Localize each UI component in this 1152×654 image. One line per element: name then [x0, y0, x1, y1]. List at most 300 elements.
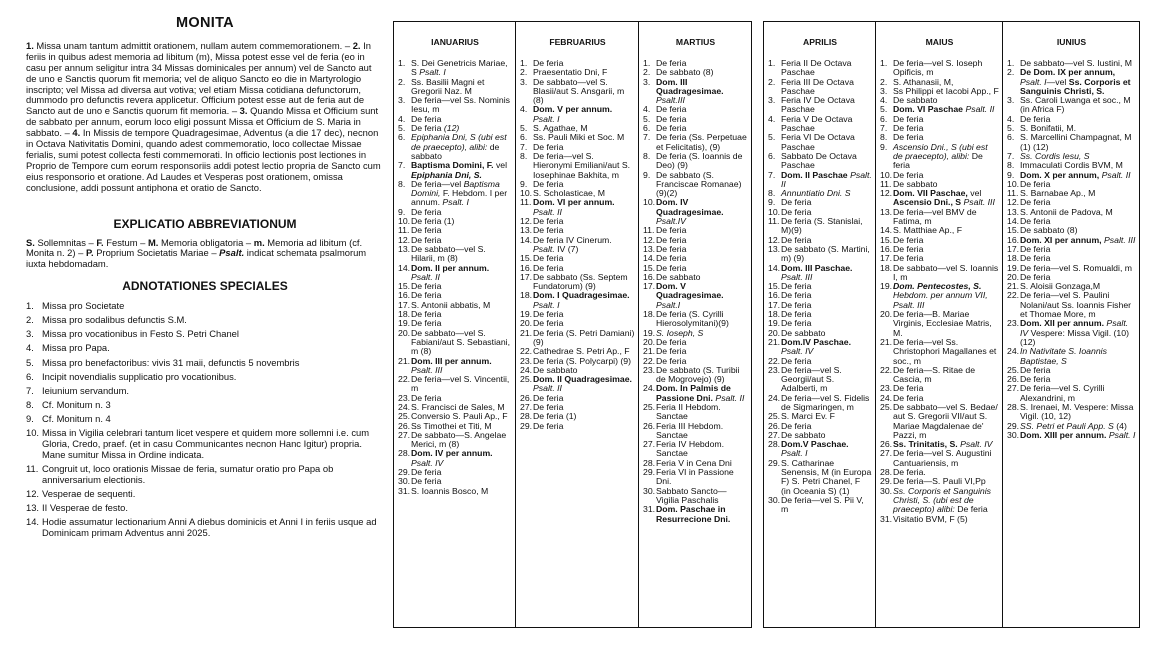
celebration-text: Psalt.III: [656, 95, 685, 106]
celebration-text: De sabbato (8): [656, 67, 714, 78]
day-number: 27.: [880, 448, 893, 459]
celebration-text: De feria: [893, 253, 924, 264]
day-number: 15.: [398, 281, 411, 292]
day-number: 13.: [768, 243, 781, 254]
celebration-text: De feria: [411, 281, 442, 292]
day-number: 1.: [768, 58, 776, 68]
celebration-text: Dom. III Quadragesimae.: [656, 76, 724, 96]
adnotatio-item: [26, 315, 384, 326]
adnotatio-item: [26, 464, 384, 486]
abbr-key: F.: [96, 236, 104, 248]
day-list: [768, 59, 872, 515]
celebration-text: De feria: [1020, 271, 1051, 282]
celebration-text: Dom. V per annum.: [533, 104, 613, 115]
celebration-text: S. Dei Genetricis Mariae, S: [411, 58, 508, 78]
day-entry: [398, 133, 512, 161]
day-celebration: [656, 310, 748, 329]
day-number: 22.: [398, 374, 411, 385]
celebration-text: Ss. Basilii Magni et Gregorii Naz. M: [411, 76, 485, 96]
day-number: 13.: [643, 243, 656, 254]
celebration-text: Dom. XI per annum,: [1020, 234, 1102, 245]
celebration-text: De feria (S. Petri Damiani) (9): [533, 327, 635, 347]
day-number: 16.: [1007, 234, 1020, 245]
celebration-text: De feria: [893, 113, 924, 124]
day-number: 25.: [880, 401, 893, 412]
celebration-text: De feria: [656, 336, 687, 347]
celebration-text: Ascensio Dni., S (ubi est de praecepto), alibi:: [893, 141, 988, 161]
adnotatio-number: 14.: [26, 516, 40, 528]
day-celebration: [411, 329, 512, 357]
celebration-text: De feria: [781, 355, 812, 366]
day-number: 14.: [768, 262, 781, 273]
day-number: 20.: [768, 327, 781, 338]
celebration-text: Psalt. I: [419, 67, 446, 78]
celebration-text: Dom. IV per annum.: [411, 448, 493, 459]
celebration-text: De feria: [533, 58, 564, 68]
day-number: 20.: [643, 336, 656, 347]
celebration-text: De feria: [1020, 364, 1051, 375]
day-entry: [398, 487, 512, 496]
day-number: 26.: [643, 420, 656, 431]
celebration-text: De feria: [533, 253, 564, 264]
celebration-text: Dom. VI per annum.: [533, 197, 615, 208]
day-number: 26.: [398, 420, 411, 431]
day-number: 14.: [880, 225, 893, 236]
day-entry: [768, 394, 872, 413]
day-celebration: [893, 338, 999, 366]
day-number: 23.: [1007, 318, 1020, 329]
day-entry: [768, 245, 872, 264]
celebration-text: De feria: [1020, 197, 1051, 208]
day-entry: [768, 366, 872, 394]
day-celebration: [1020, 347, 1136, 366]
day-number: 22.: [768, 355, 781, 366]
day-number: 27.: [643, 439, 656, 450]
day-number: 19.: [398, 318, 411, 329]
day-number: 17.: [1007, 243, 1020, 254]
day-number: 9.: [1007, 169, 1015, 180]
celebration-text: De sabbato: [893, 95, 938, 106]
day-celebration: [411, 78, 512, 97]
day-number: 6.: [1007, 132, 1015, 143]
day-number: 3.: [1007, 95, 1015, 106]
celebration-text: De feria: [656, 225, 687, 236]
celebration-text: Psalt.IV: [656, 216, 686, 227]
monitum-text: Missa unam tantum admittit orationem, nullam autem commemorationem. –: [33, 39, 353, 51]
day-entry: [398, 375, 512, 394]
day-number: 16.: [768, 290, 781, 301]
day-celebration: [411, 264, 512, 283]
adnotatio-item: [26, 343, 384, 354]
celebration-text: F. Hebdom. I per annum.: [411, 188, 508, 208]
celebration-text: Dom. II Quadragesimae.: [533, 374, 632, 385]
day-number: 26.: [520, 392, 533, 403]
day-number: 3.: [643, 76, 651, 87]
celebration-text: De feria: [893, 123, 924, 134]
celebration-text: De feria—vel S. Ioseph Opificis, m: [893, 58, 983, 78]
day-number: 27.: [398, 429, 411, 440]
day-number: 29.: [643, 467, 656, 478]
celebration-text: De feria: [656, 104, 687, 115]
monita-title: MONITA: [176, 15, 234, 31]
day-number: 30.: [643, 485, 656, 496]
celebration-text: S. Bonifatii, M.: [1020, 123, 1077, 134]
celebration-text: de sabbato: [411, 141, 500, 161]
celebration-text: Cathedrae S. Petri Ap., F: [533, 346, 630, 357]
celebration-text: De feria: [411, 309, 442, 320]
day-number: 21.: [880, 336, 893, 347]
celebration-text: De feria IV Cinerum.: [533, 234, 612, 245]
celebration-text: S. Barnabae Ap., M: [1020, 188, 1096, 199]
day-entry: [520, 78, 635, 106]
month-header: MARTIUS: [675, 37, 716, 47]
celebration-text: De feria: [411, 113, 442, 124]
day-number: 16.: [643, 271, 656, 282]
day-list: [520, 59, 635, 431]
adnotatio-item: [26, 400, 384, 411]
celebration-text: De feria—vel S. Fidelis de Sigmaringen, m: [781, 392, 870, 412]
day-number: 6.: [398, 132, 406, 143]
day-number: 10.: [880, 169, 893, 180]
day-number: 13.: [1007, 206, 1020, 217]
celebration-text: Dom. II per annum.: [411, 262, 490, 273]
day-celebration: [781, 394, 872, 413]
celebration-text: Psalt. II: [781, 169, 872, 189]
day-number: 28.: [520, 411, 533, 422]
adnotatio-number: 9.: [26, 412, 34, 424]
celebration-text: De feria—S. Pauli VI,Pp: [893, 476, 986, 487]
day-number: 1.: [520, 58, 528, 68]
celebration-text: Psalt. II: [533, 383, 562, 394]
celebration-text: De sabbato (S. Martini, m) (9): [781, 243, 870, 264]
adnotatio-text: Cf. Monitum n. 3: [42, 398, 111, 410]
day-number: 24.: [520, 364, 533, 375]
celebration-text: In Nativitate S. Ioannis Baptistae, S: [1020, 346, 1107, 366]
adnotatio-number: 12.: [26, 487, 40, 499]
celebration-text: De feria: [1020, 243, 1051, 254]
day-celebration: [656, 505, 748, 524]
day-celebration: [656, 171, 748, 199]
day-number: 28.: [398, 448, 411, 459]
day-celebration: [656, 403, 748, 422]
celebration-text: De sabbato—vel S. Ioannis I, m: [893, 262, 999, 282]
celebration-text: De feria: [411, 476, 442, 487]
day-number: 23.: [520, 355, 533, 366]
celebration-text: De feria: [411, 206, 442, 217]
day-number: 19.: [880, 281, 893, 292]
day-number: 22.: [520, 346, 533, 357]
celebration-text: Dom. X per annum,: [1020, 169, 1100, 180]
day-celebration: [533, 152, 635, 180]
celebration-text: De sabbato: [781, 429, 826, 440]
celebration-text: De feria: [656, 58, 687, 68]
celebration-text: De feria: [781, 290, 812, 301]
day-number: 7.: [398, 160, 406, 171]
celebration-text: Feria VI in Passione Dni.: [656, 467, 734, 487]
adnotatio-item: [26, 386, 384, 397]
day-entry: [520, 273, 635, 292]
celebration-text: De feria—vel S. Romualdi, m: [1020, 262, 1133, 273]
day-entry: [643, 198, 748, 226]
day-number: 16.: [398, 290, 411, 301]
celebration-text: S. Antonii de Padova, M: [1020, 206, 1113, 217]
day-number: 2.: [880, 76, 888, 87]
day-celebration: [656, 366, 748, 385]
day-number: 8.: [768, 188, 776, 199]
celebration-text: De sabbato (S. Turibii de Mogrovejo) (9): [656, 364, 740, 385]
month-column: [1003, 22, 1139, 627]
celebration-text: De sabbato (Ss. Septem Fundatorum) (9): [533, 271, 628, 292]
celebration-text: Ss. Cordis Iesu, S: [1020, 150, 1090, 161]
day-number: 21.: [520, 327, 533, 338]
celebration-text: Dom. IV Quadragesimae.: [656, 197, 724, 217]
celebration-text: Feria VI De Octava Paschae: [781, 132, 855, 152]
day-celebration: [781, 366, 872, 394]
day-celebration: [781, 171, 872, 190]
celebration-text: De feria—vel S. Paulini Nolani/aut Ss. Ioannis Fisher et Thomae More, m: [1020, 290, 1132, 320]
day-entry: [880, 449, 999, 468]
day-number: 25.: [1007, 364, 1020, 375]
day-number: 23.: [880, 383, 893, 394]
day-celebration: [1020, 403, 1136, 422]
celebration-text: Feria II Hebdom. Sanctae: [656, 401, 721, 422]
day-number: 18.: [768, 309, 781, 320]
day-number: 9.: [398, 206, 406, 217]
day-celebration: [656, 78, 748, 106]
celebration-text: De feria: [411, 234, 442, 245]
abbr-desc: Sollemnitas –: [34, 236, 97, 248]
celebration-text: De feria—S. Ritae de Cascia, m: [893, 364, 976, 385]
celebration-text: De sabbato—vel S. Fabiani/aut S. Sebastiani, m (8): [411, 327, 511, 357]
day-celebration: [656, 487, 748, 506]
celebration-text: De feria: [781, 299, 812, 310]
celebration-text: De feria: [533, 318, 564, 329]
monitum-text: In Missis de tempore Quadragesimae, Adventus (a die 17 dec), necnon in Octava Nativitatis Domini, quando adest commemoratio, loco collectae Missae ferialis, sumi potest collecta festi commemorati. In officio lectionis post lectiones in Proprio de Tempore cum eorum responsoriis addi potest lectio propria de Sancto cum eius responsorio et oratione. Ad Laudes et Vesperas post orationem, omissa conclusione, addi possunt antiphona et oratio de Sancto.: [26, 127, 381, 193]
celebration-text: S. Aloisii Gonzaga,M: [1020, 281, 1101, 292]
day-number: 4.: [1007, 113, 1015, 124]
adnotatio-number: 3.: [26, 328, 34, 340]
celebration-text: De feria—vel S. Hieronymi Emiliani/aut S. Iosephinae Bakhita, m: [533, 150, 631, 180]
celebration-text: De feria (S. Polycarpi) (9): [533, 355, 632, 366]
day-number: 15.: [520, 253, 533, 264]
day-celebration: [781, 496, 872, 515]
day-celebration: [411, 96, 512, 115]
celebration-text: Epiphania Dni, S (ubi est de praecepto), alibi:: [411, 132, 507, 152]
day-celebration: [656, 282, 748, 310]
day-number: 8.: [1007, 160, 1015, 171]
celebration-text: Dom. III Paschae.: [781, 262, 853, 273]
day-number: 31.: [643, 504, 656, 515]
adnotatio-number: 6.: [26, 370, 34, 382]
day-number: 22.: [1007, 290, 1020, 301]
month-column: [639, 22, 751, 627]
day-entry: [880, 264, 999, 283]
celebration-text: De feria: [533, 392, 564, 403]
day-celebration: [781, 78, 872, 97]
day-list: [1007, 59, 1136, 440]
day-number: 24.: [643, 383, 656, 394]
celebration-text: Dom. I Quadragesimae.: [533, 290, 630, 301]
celebration-text: De feria: [781, 197, 812, 208]
celebration-text: Feria III Hebdom. Sanctae: [656, 420, 724, 440]
day-entry: [768, 152, 872, 171]
day-celebration: [656, 440, 748, 459]
day-number: 6.: [520, 132, 528, 143]
day-entry: [1007, 384, 1136, 403]
day-number: 10.: [1007, 178, 1020, 189]
adnotatio-item: [26, 428, 384, 461]
celebration-text: De feria—vel Ss. Christophori Magallanes et soc., m: [893, 336, 997, 366]
day-celebration: [656, 198, 748, 226]
day-entry: [398, 78, 512, 97]
celebration-text: De feria: [411, 290, 442, 301]
day-number: 30.: [880, 485, 893, 496]
day-number: 3.: [520, 76, 528, 87]
celebration-text: Psalt. IV: [960, 439, 993, 450]
adnotatio-text: II Vesperae de festo.: [42, 501, 128, 513]
celebration-text: De feria: [893, 383, 924, 394]
day-number: 22.: [880, 364, 893, 375]
day-number: 28.: [880, 467, 893, 478]
abbr-desc: indicat schemata psalmorum iuxta hebdomadam.: [26, 247, 367, 270]
day-entry: [643, 403, 748, 422]
celebration-text: Visitatio BVM, F (5): [893, 513, 968, 524]
celebration-text: Vespere: Missa Vigil. (10) (12): [1020, 327, 1129, 347]
celebration-text: De feria—vel: [411, 178, 464, 189]
day-number: 17.: [768, 299, 781, 310]
day-number: 5.: [1007, 123, 1015, 134]
day-number: 28.: [643, 457, 656, 468]
celebration-text: De feria (Ss. Perpetuae et Felicitatis), (9): [656, 132, 747, 152]
celebration-text: Psalt.I: [656, 299, 681, 310]
day-celebration: [533, 78, 635, 106]
day-number: 14.: [398, 262, 411, 273]
celebration-text: De sabbato—vel S. Hilarii, m (8): [411, 243, 486, 264]
monitum-text: In feriis in quibus adest memoria ad libitum (m), Missa potest esse vel de feria (eo in casu per annum seligitur intra 34 Missas dominicales per annum) vel de Sancto aut de uno e Sanctis quorum fit memoria; vel de aliquo Sancto eo die in Martyrologio inscripto; vel Missa ad diversa aut votiva; vel etiam Missa cotidiana defunctorum, dummodo pro defunctis revera applicetur. Officium potest esse aut de feria aut de Sancto aut de uno e Sanctis quorum fit memoria. –: [26, 39, 372, 117]
day-celebration: [893, 59, 999, 78]
celebration-text: De feria: [411, 392, 442, 403]
celebration-text: De feria: [781, 206, 812, 217]
day-number: 28.: [768, 439, 781, 450]
adnotatio-text: Missa pro sodalibus defunctis S.M.: [42, 314, 187, 326]
day-number: 9.: [880, 141, 888, 152]
day-number: 26.: [768, 420, 781, 431]
day-number: 8.: [398, 178, 406, 189]
celebration-text: Psalt. IV: [1020, 318, 1129, 338]
celebration-text: De feria: [411, 225, 442, 236]
day-list: [398, 59, 512, 496]
day-entry: [1007, 291, 1136, 319]
day-entry: [768, 217, 872, 236]
day-number: 5.: [398, 123, 406, 134]
explicatio-text: [26, 238, 384, 271]
day-number: 1.: [880, 58, 888, 68]
day-entry: [1007, 347, 1136, 366]
celebration-text: De feria (S. Cyrilli Hierosolymitani)(9): [656, 309, 729, 329]
celebration-text: S. Catharinae Senensis, M (in Europa F) S. Petri Chanel, F (in Oceania S) (1): [781, 457, 872, 496]
celebration-text: De feria: [1020, 178, 1051, 189]
day-number: 20.: [880, 309, 893, 320]
day-entry: [643, 366, 748, 385]
celebration-text: Psalt. II: [715, 392, 745, 403]
celebration-text: Feria II De Octava Paschae: [781, 58, 852, 78]
day-number: 3.: [880, 85, 888, 96]
celebration-text: De feria (S. Ioannis de Deo) (9): [656, 150, 743, 171]
day-entry: [643, 282, 748, 310]
day-celebration: [1020, 291, 1136, 319]
day-number: 1.: [398, 58, 406, 68]
adnotatio-number: 5.: [26, 356, 34, 368]
celebration-text: Feria V De Octava Paschae: [781, 113, 853, 134]
adnotatio-item: [26, 517, 384, 539]
day-number: 25.: [520, 374, 533, 385]
day-celebration: [411, 133, 512, 161]
celebration-text: Dom. VII Paschae,: [893, 188, 968, 199]
celebration-text: De feria (S. Stanislai, M)(9): [781, 216, 863, 236]
day-entry: [880, 143, 999, 171]
celebration-text: De feria: [533, 178, 564, 189]
day-entry: [643, 152, 748, 171]
day-number: 5.: [880, 104, 888, 115]
adnotatio-number: 8.: [26, 398, 34, 410]
month-header: FEBRUARIUS: [549, 37, 606, 47]
day-entry: [880, 59, 999, 78]
day-number: 25.: [768, 411, 781, 422]
day-entry: [398, 357, 512, 376]
day-number: 29.: [880, 476, 893, 487]
day-celebration: [893, 515, 999, 524]
day-celebration: [781, 338, 872, 357]
day-celebration: [1020, 384, 1136, 403]
day-number: 30.: [768, 494, 781, 505]
abbr-key: m.: [253, 236, 265, 248]
day-entry: [1007, 319, 1136, 347]
day-entry: [520, 329, 635, 348]
day-number: 24.: [398, 401, 411, 412]
calendar-panel-2: [763, 21, 1140, 628]
adnotatio-item: [26, 414, 384, 425]
day-number: 2.: [768, 76, 776, 87]
day-entry: [643, 78, 748, 106]
month-header: MAIUS: [925, 37, 954, 47]
day-entry: [643, 384, 748, 403]
day-celebration: [781, 133, 872, 152]
adnotatio-text: Missa in Vigilia celebrari tantum licet vespere et quidem more sollemni i.e. cum Gloria, Credo, praef. (et in casu Communicantes necnon Hanc Igitur) propria. Mane sumitur Missa in Ordine indicata.: [42, 426, 370, 460]
calendar-panel-1: [393, 21, 752, 628]
celebration-text: De feria—vel S. Vincentii, m: [411, 374, 510, 394]
day-entry: [768, 264, 872, 283]
monita-text: [26, 41, 384, 194]
celebration-text: De sabbato (S. Franciscae Romanae) (9)(2): [656, 169, 742, 199]
day-number: 2.: [1007, 67, 1015, 78]
day-celebration: [893, 282, 999, 310]
celebration-text: Psalt.: [533, 243, 555, 254]
celebration-text: vel: [967, 188, 982, 199]
celebration-text: De feria: [656, 346, 687, 357]
celebration-text: De feria: [411, 318, 442, 329]
day-number: 15.: [643, 262, 656, 273]
day-celebration: [781, 459, 872, 496]
celebration-text: De feria: [893, 169, 924, 180]
adnotatio-item: [26, 503, 384, 514]
day-number: 12.: [1007, 197, 1020, 208]
celebration-text: Psalt. I: [533, 299, 560, 310]
day-number: 9.: [520, 178, 528, 189]
day-celebration: [533, 236, 635, 255]
day-number: 13.: [520, 225, 533, 236]
day-celebration: [533, 329, 635, 348]
day-entry: [520, 375, 635, 394]
